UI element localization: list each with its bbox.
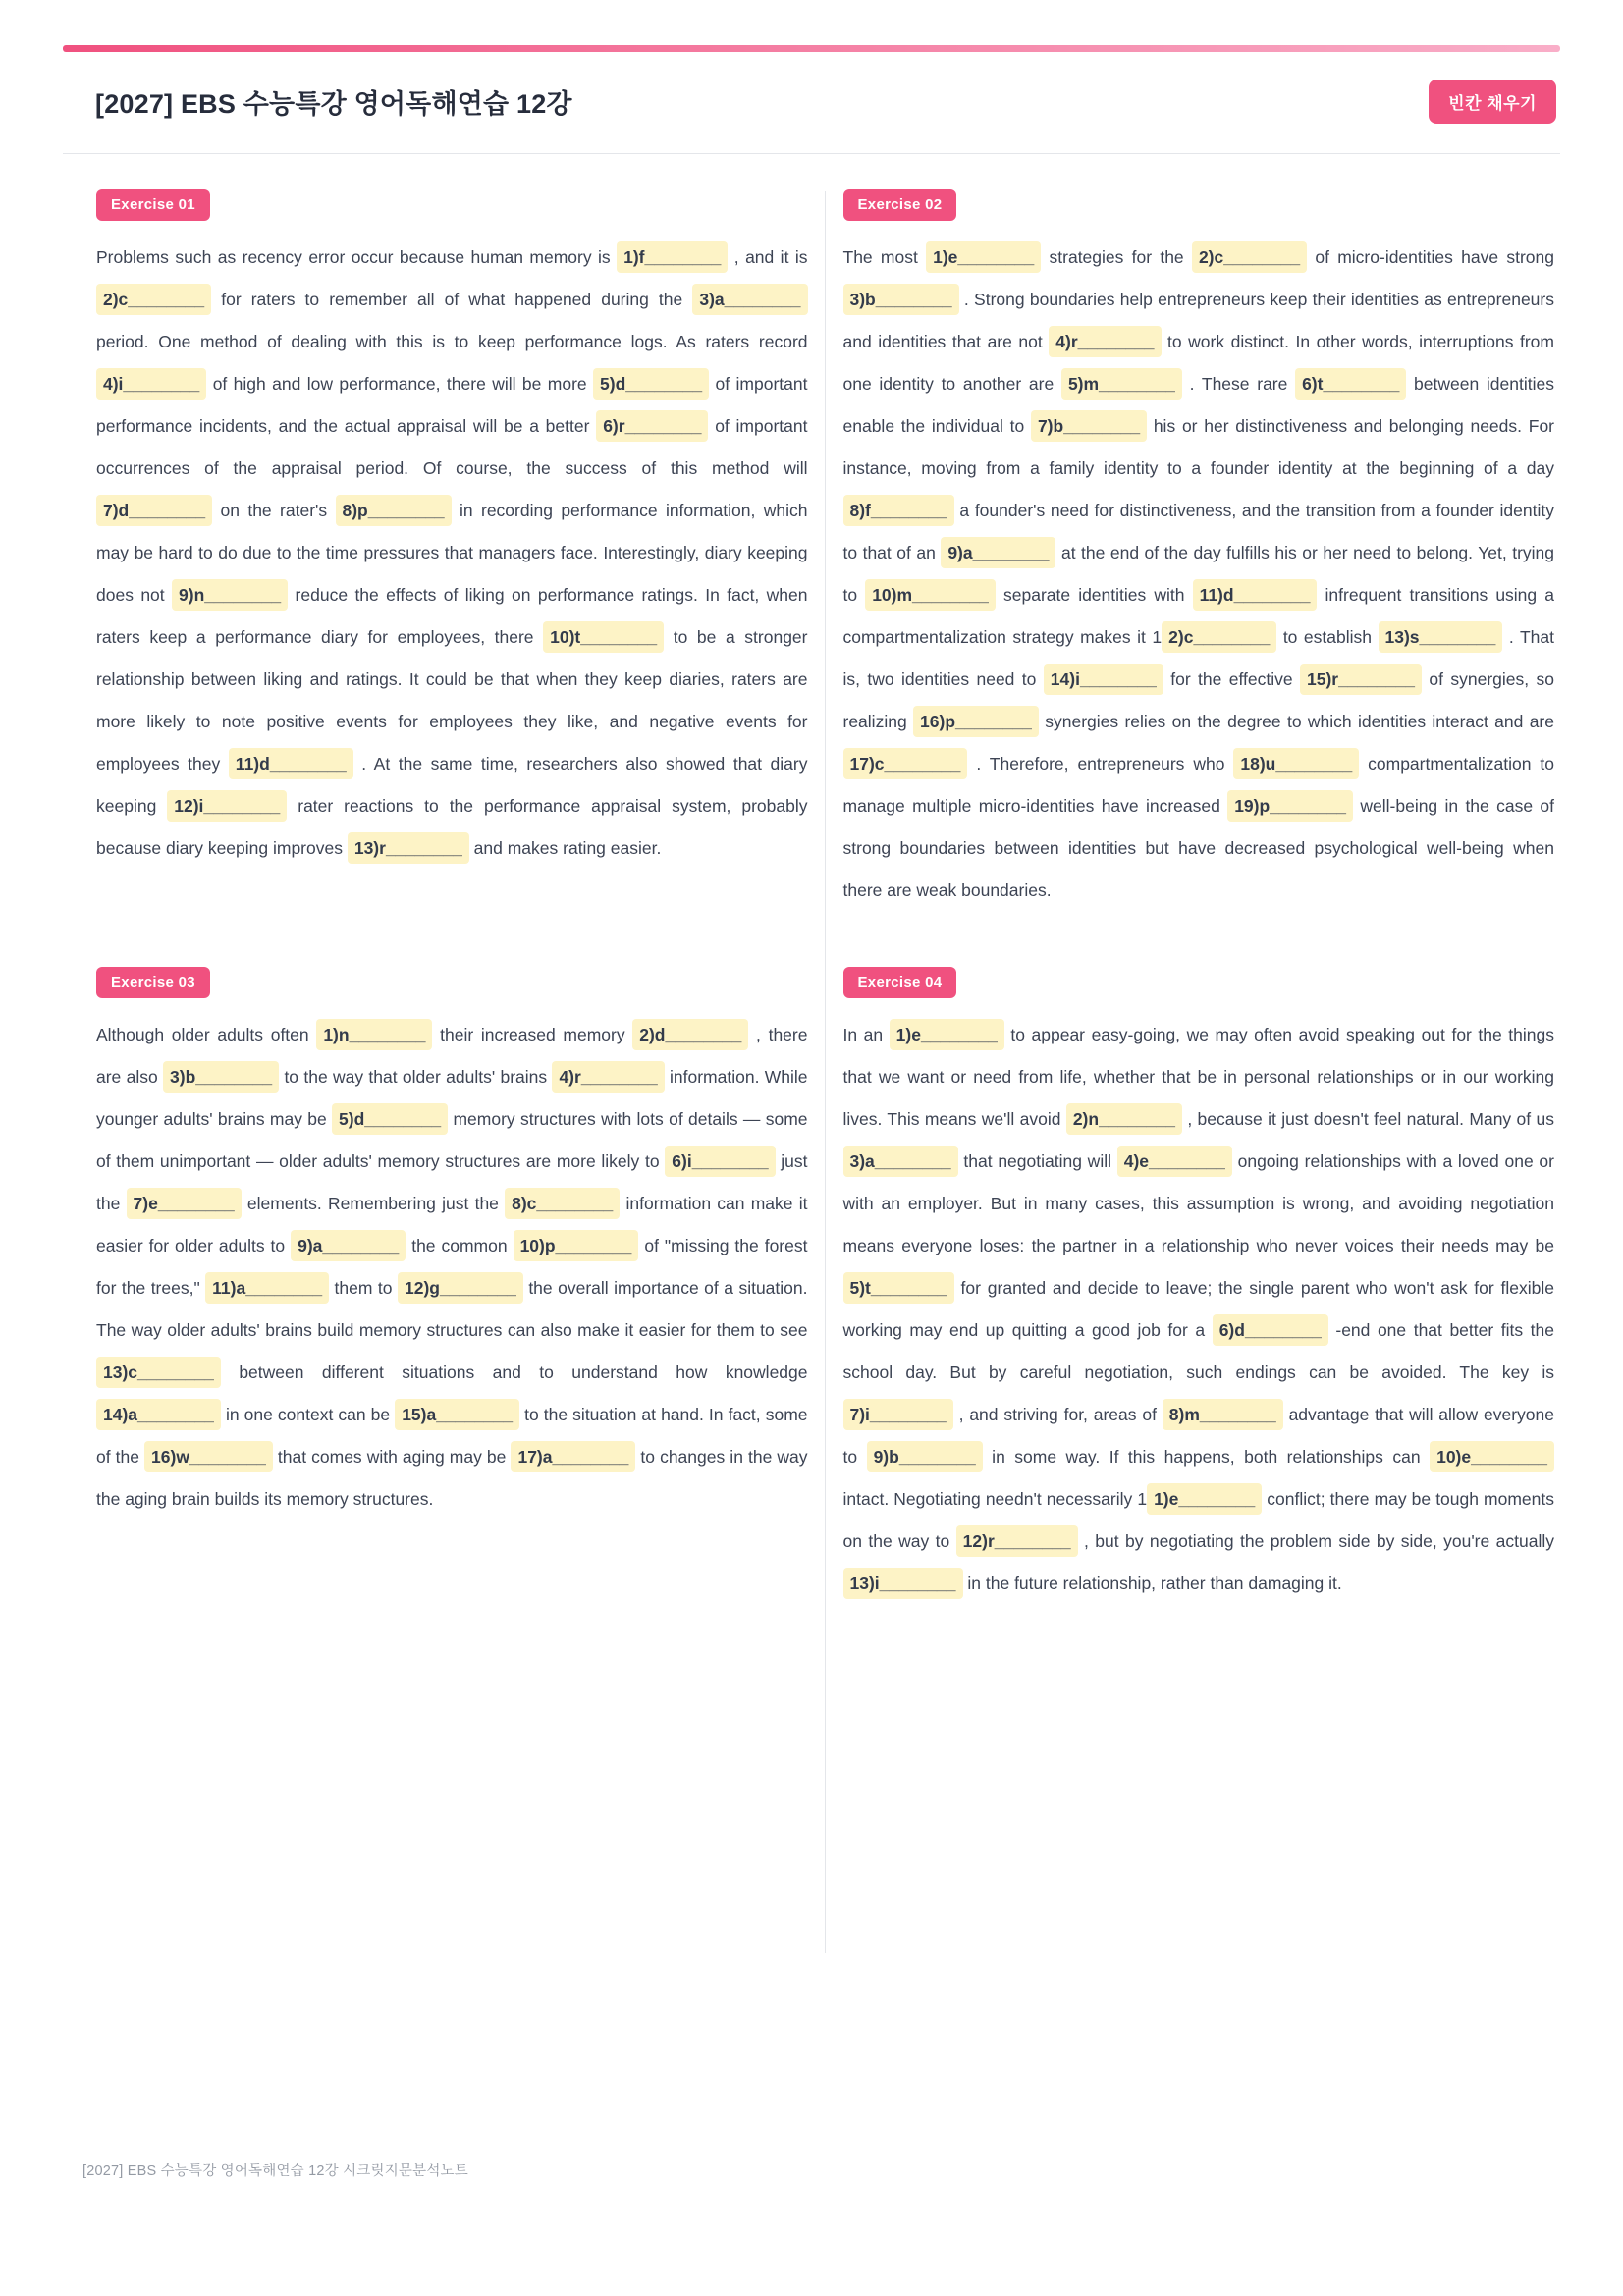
fill-blank: 1)e________ [890,1019,1004,1050]
header [63,52,1560,154]
fill-blank: 15)a________ [395,1399,519,1430]
fill-blank: 8)m________ [1163,1399,1283,1430]
fill-blank: 15)r________ [1300,664,1422,695]
fill-blank: 13)r________ [348,832,469,864]
exercise-04-badge: Exercise 04 [843,967,957,998]
fill-blank: 1)f________ [617,241,728,273]
fill-blank: 11)d________ [1193,579,1318,611]
fill-blank: 11)d________ [229,748,353,779]
fill-blank: 7)b________ [1031,410,1147,442]
column-divider [825,191,826,1953]
fill-blank: 2)c________ [1162,621,1276,653]
worksheet-type-badge: 빈칸 채우기 [1429,80,1556,124]
fill-blank: 8)p________ [336,495,452,526]
fill-blank: 2)c________ [96,284,211,315]
fill-blank: 8)c________ [505,1188,620,1219]
footer [82,2160,468,2180]
exercise-03 [96,967,808,1521]
fill-blank: 3)b________ [163,1061,279,1093]
exercise-03-text: Although older adults often 1)n________ their increased memory 2)d________ , there are also 3)b________ to the way that older adults' brains 4)r________ information. While younger adults' brains may be 5)d________ memory structures with lots of details — some of them unimportant — older adults' memory structures are more likely to 6)i________ just the 7)e________ elements. Remembering just the 8)c________ information can make it easier for older adults to 9)a________ the common 10)p________ of "missing the forest for the trees," 11)a________ them to 12)g________ the overall importance of a situation. The way older adults' brains build memory structures can also make it easier for them to see 13)c________ between different situations and to understand how knowledge 14)a________ in one context can be 15)a________ to the situation at hand. In fact, some of the 16)w________ that comes with aging may be 17)a________ to changes in the way the aging brain builds its memory structures. [96,1014,808,1521]
fill-blank: 5)m________ [1061,368,1182,400]
fill-blank: 18)u________ [1233,748,1359,779]
fill-blank: 3)a________ [692,284,807,315]
fill-blank: 6)i________ [665,1146,775,1177]
fill-blank: 19)p________ [1227,790,1353,822]
fill-blank: 2)c________ [1192,241,1307,273]
fill-blank: 5)d________ [332,1103,448,1135]
exercise-01 [96,189,808,870]
fill-blank: 5)t________ [843,1272,954,1304]
fill-blank: 2)d________ [632,1019,748,1050]
fill-blank: 10)m________ [865,579,996,611]
fill-blank: 12)i________ [167,790,287,822]
fill-blank: 6)t________ [1295,368,1406,400]
fill-blank: 9)a________ [941,537,1055,568]
fill-blank: 3)a________ [843,1146,958,1177]
fill-blank: 6)d________ [1213,1314,1328,1346]
fill-blank: 16)p________ [913,706,1039,737]
fill-blank: 2)n________ [1066,1103,1182,1135]
top-accent-bar [63,45,1560,52]
fill-blank: 10)p________ [514,1230,639,1261]
fill-blank: 1)e________ [1147,1483,1262,1515]
exercise-01-badge: Exercise 01 [96,189,210,221]
fill-blank: 4)r________ [1049,326,1161,357]
fill-blank: 7)e________ [127,1188,242,1219]
fill-blank: 13)s________ [1379,621,1503,653]
fill-blank: 9)a________ [291,1230,406,1261]
fill-blank: 4)i________ [96,368,206,400]
fill-blank: 14)i________ [1044,664,1163,695]
exercise-01-text: Problems such as recency error occur because human memory is 1)f________ , and it is 2)c________ for raters to remember all of what happened during the 3)a________ period. One method of dealing with this is to keep performance logs. As raters record 4)i________ of high and low performance, there will be more 5)d________ of important performance incidents, and the actual appraisal will be a better 6)r________ of important occurrences of the appraisal period. Of course, the success of this method will 7)d________ on the rater's 8)p________ in recording performance information, which may be hard to do due to the time pressures that managers face. Interestingly, diary keeping does not 9)n________ reduce the effects of liking on performance ratings. In fact, when raters keep a performance diary for employees, there 10)t________ to be a stronger relationship between liking and ratings. It could be that when they keep diaries, raters are more likely to note positive events for employees they like, and negative events for employees they 11)d________ . At the same time, researchers also showed that diary keeping 12)i________ rater reactions to the performance appraisal system, probably because diary keeping improves 13)r________ and makes rating easier. [96,237,808,870]
footer-text: [2027] EBS 수능특강 영어독해연습 12강 시크릿지문분석노트 [82,2163,468,2179]
fill-blank: 10)t________ [543,621,664,653]
content-area [96,189,1554,1605]
exercise-02-text: The most 1)e________ strategies for the 2)c________ of micro-identities have strong 3)b________ . Strong boundaries help entrepreneurs keep their identities as entrepreneurs and identities that are not 4)r________ to work distinct. In other words, interruptions from one identity to another are 5)m________ . These rare 6)t________ between identities enable the individual to 7)b________ his or her distinctiveness and belonging needs. For instance, moving from a family identity to a founder identity at the beginning of a day 8)f________ a founder's need for distinctiveness, and the transition from a founder identity to that of an 9)a________ at the end of the day fulfills his or her need to belong. Yet, trying to 10)m________ separate identities with 11)d________ infrequent transitions using a compartmentalization strategy makes it 1 2)c________ to establish 13)s________ . That is, two identities need to 14)i________ for the effective 15)r________ of synergies, so realizing 16)p________ synergies relies on the degree to which identities interact and are 17)c________ . Therefore, entrepreneurs who 18)u________ compartmentalization to manage multiple micro-identities have increased 19)p________ well-being in the case of strong boundaries between identities but have decreased psychological well-being when there are weak boundaries. [843,237,1555,912]
fill-blank: 7)i________ [843,1399,953,1430]
fill-blank: 4)r________ [552,1061,664,1093]
fill-blank: 16)w________ [144,1441,273,1472]
fill-blank: 9)b________ [867,1441,983,1472]
fill-blank: 17)a________ [511,1441,635,1472]
fill-blank: 7)d________ [96,495,212,526]
exercise-04-text: In an 1)e________ to appear easy-going, we may often avoid speaking out for the things that we want or need from life, whether that be in personal relationships or in our working lives. This means we'll avoid 2)n________ , because it just doesn't feel natural. Many of us 3)a________ that negotiating will 4)e________ ongoing relationships with a loved one or with an employer. But in many cases, this assumption is wrong, and avoiding negotiation means everyone loses: the partner in a relationship who never voices their needs may be 5)t________ for granted and decide to leave; the single parent who won't ask for flexible working may end up quitting a good job for a 6)d________ -end one that better fits the school day. But by careful negotiation, such endings can be avoided. The key is 7)i________ , and striving for, areas of 8)m________ advantage that will allow everyone to 9)b________ in some way. If this happens, both relationships can 10)e________ intact. Negotiating needn't necessarily 1 1)e________ conflict; there may be tough moments on the way to 12)r________ , but by negotiating the problem side by side, you're actually 13)i________ in the future relationship, rather than damaging it. [843,1014,1555,1605]
fill-blank: 17)c________ [843,748,968,779]
fill-blank: 13)c________ [96,1357,221,1388]
fill-blank: 10)e________ [1430,1441,1554,1472]
fill-blank: 14)a________ [96,1399,221,1430]
fill-blank: 6)r________ [596,410,708,442]
exercise-04 [843,967,1555,1605]
fill-blank: 5)d________ [593,368,709,400]
fill-blank: 1)e________ [926,241,1041,273]
fill-blank: 8)f________ [843,495,954,526]
fill-blank: 11)a________ [205,1272,329,1304]
exercise-02-badge: Exercise 02 [843,189,957,221]
fill-blank: 9)n________ [172,579,288,611]
fill-blank: 12)r________ [956,1525,1078,1557]
fill-blank: 12)g________ [398,1272,523,1304]
fill-blank: 13)i________ [843,1568,963,1599]
exercise-02 [843,189,1555,912]
fill-blank: 1)n________ [316,1019,432,1050]
exercise-03-badge: Exercise 03 [96,967,210,998]
fill-blank: 3)b________ [843,284,959,315]
fill-blank: 4)e________ [1117,1146,1232,1177]
page-title: [2027] EBS 수능특강 영어독해연습 12강 [95,89,572,119]
